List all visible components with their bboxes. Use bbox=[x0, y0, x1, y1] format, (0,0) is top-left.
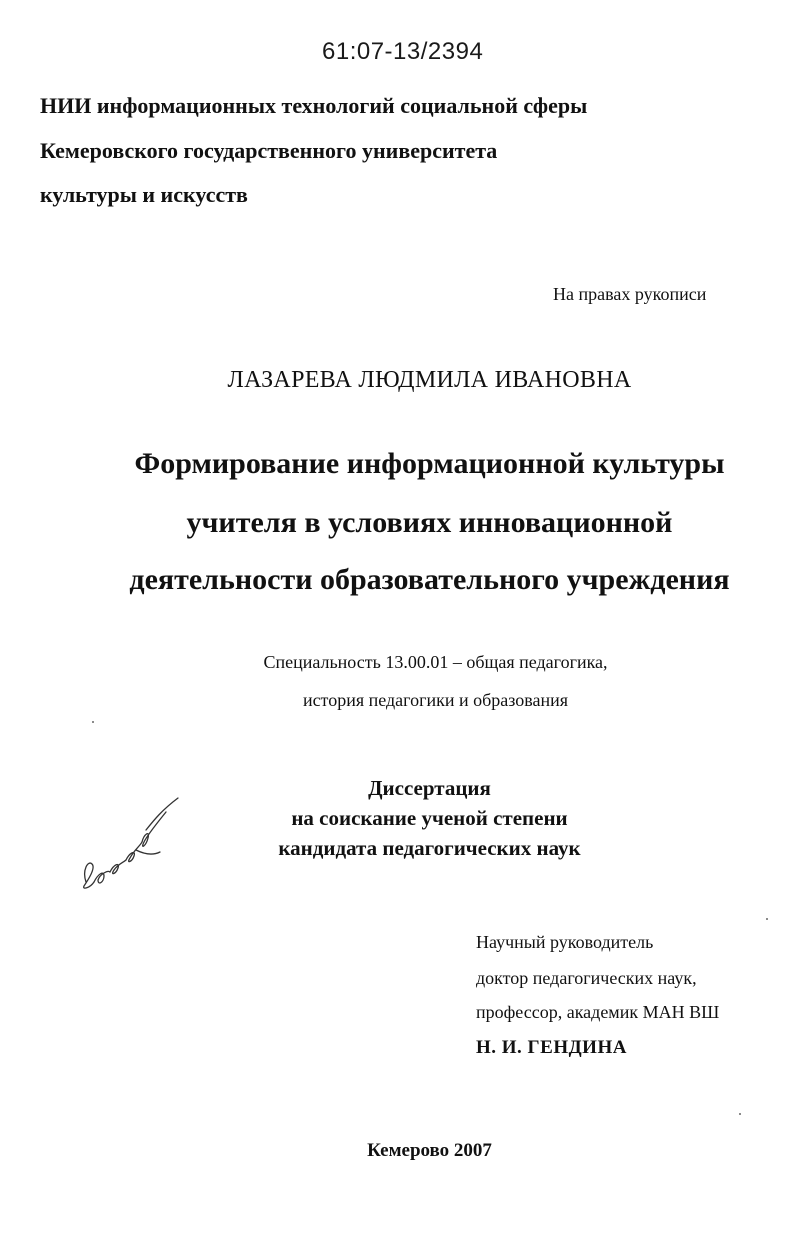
specialty-line-2: история педагогики и образования bbox=[302, 690, 569, 710]
advisor-title: профессор, академик МАН ВШ bbox=[476, 1002, 720, 1022]
advisor-degree: доктор педагогических наук, bbox=[476, 968, 697, 988]
title-line-3: деятельности образовательного учреждения bbox=[129, 563, 730, 596]
manuscript-rights: На правах рукописи bbox=[553, 284, 707, 304]
dissertation-label: Диссертация bbox=[368, 776, 491, 800]
institution-line-3: культуры и искусств bbox=[40, 182, 248, 207]
archive-stamp: 61:07-13/2394 bbox=[322, 38, 484, 65]
specialty-line-1: Специальность 13.00.01 – общая педагогика, bbox=[263, 652, 608, 672]
scan-speck bbox=[92, 721, 94, 723]
signature bbox=[74, 790, 194, 900]
title-line-2: учителя в условиях инновационной bbox=[186, 506, 673, 539]
advisor-role: Научный руководитель bbox=[476, 932, 654, 952]
scan-speck bbox=[766, 918, 768, 920]
degree-name: кандидата педагогических наук bbox=[278, 836, 581, 860]
institution-line-1: НИИ информационных технологий социальной сферы bbox=[40, 93, 588, 118]
city-year: Кемерово 2007 bbox=[367, 1140, 492, 1161]
author-name: ЛАЗАРЕВА ЛЮДМИЛА ИВАНОВНА bbox=[227, 367, 632, 393]
title-line-1: Формирование информационной культуры bbox=[134, 447, 725, 480]
institution-line-2: Кемеровского государственного университета bbox=[40, 138, 498, 163]
scan-speck bbox=[739, 1113, 741, 1115]
advisor-name: Н. И. ГЕНДИНА bbox=[476, 1037, 627, 1058]
degree-purpose: на соискание ученой степени bbox=[291, 806, 568, 830]
